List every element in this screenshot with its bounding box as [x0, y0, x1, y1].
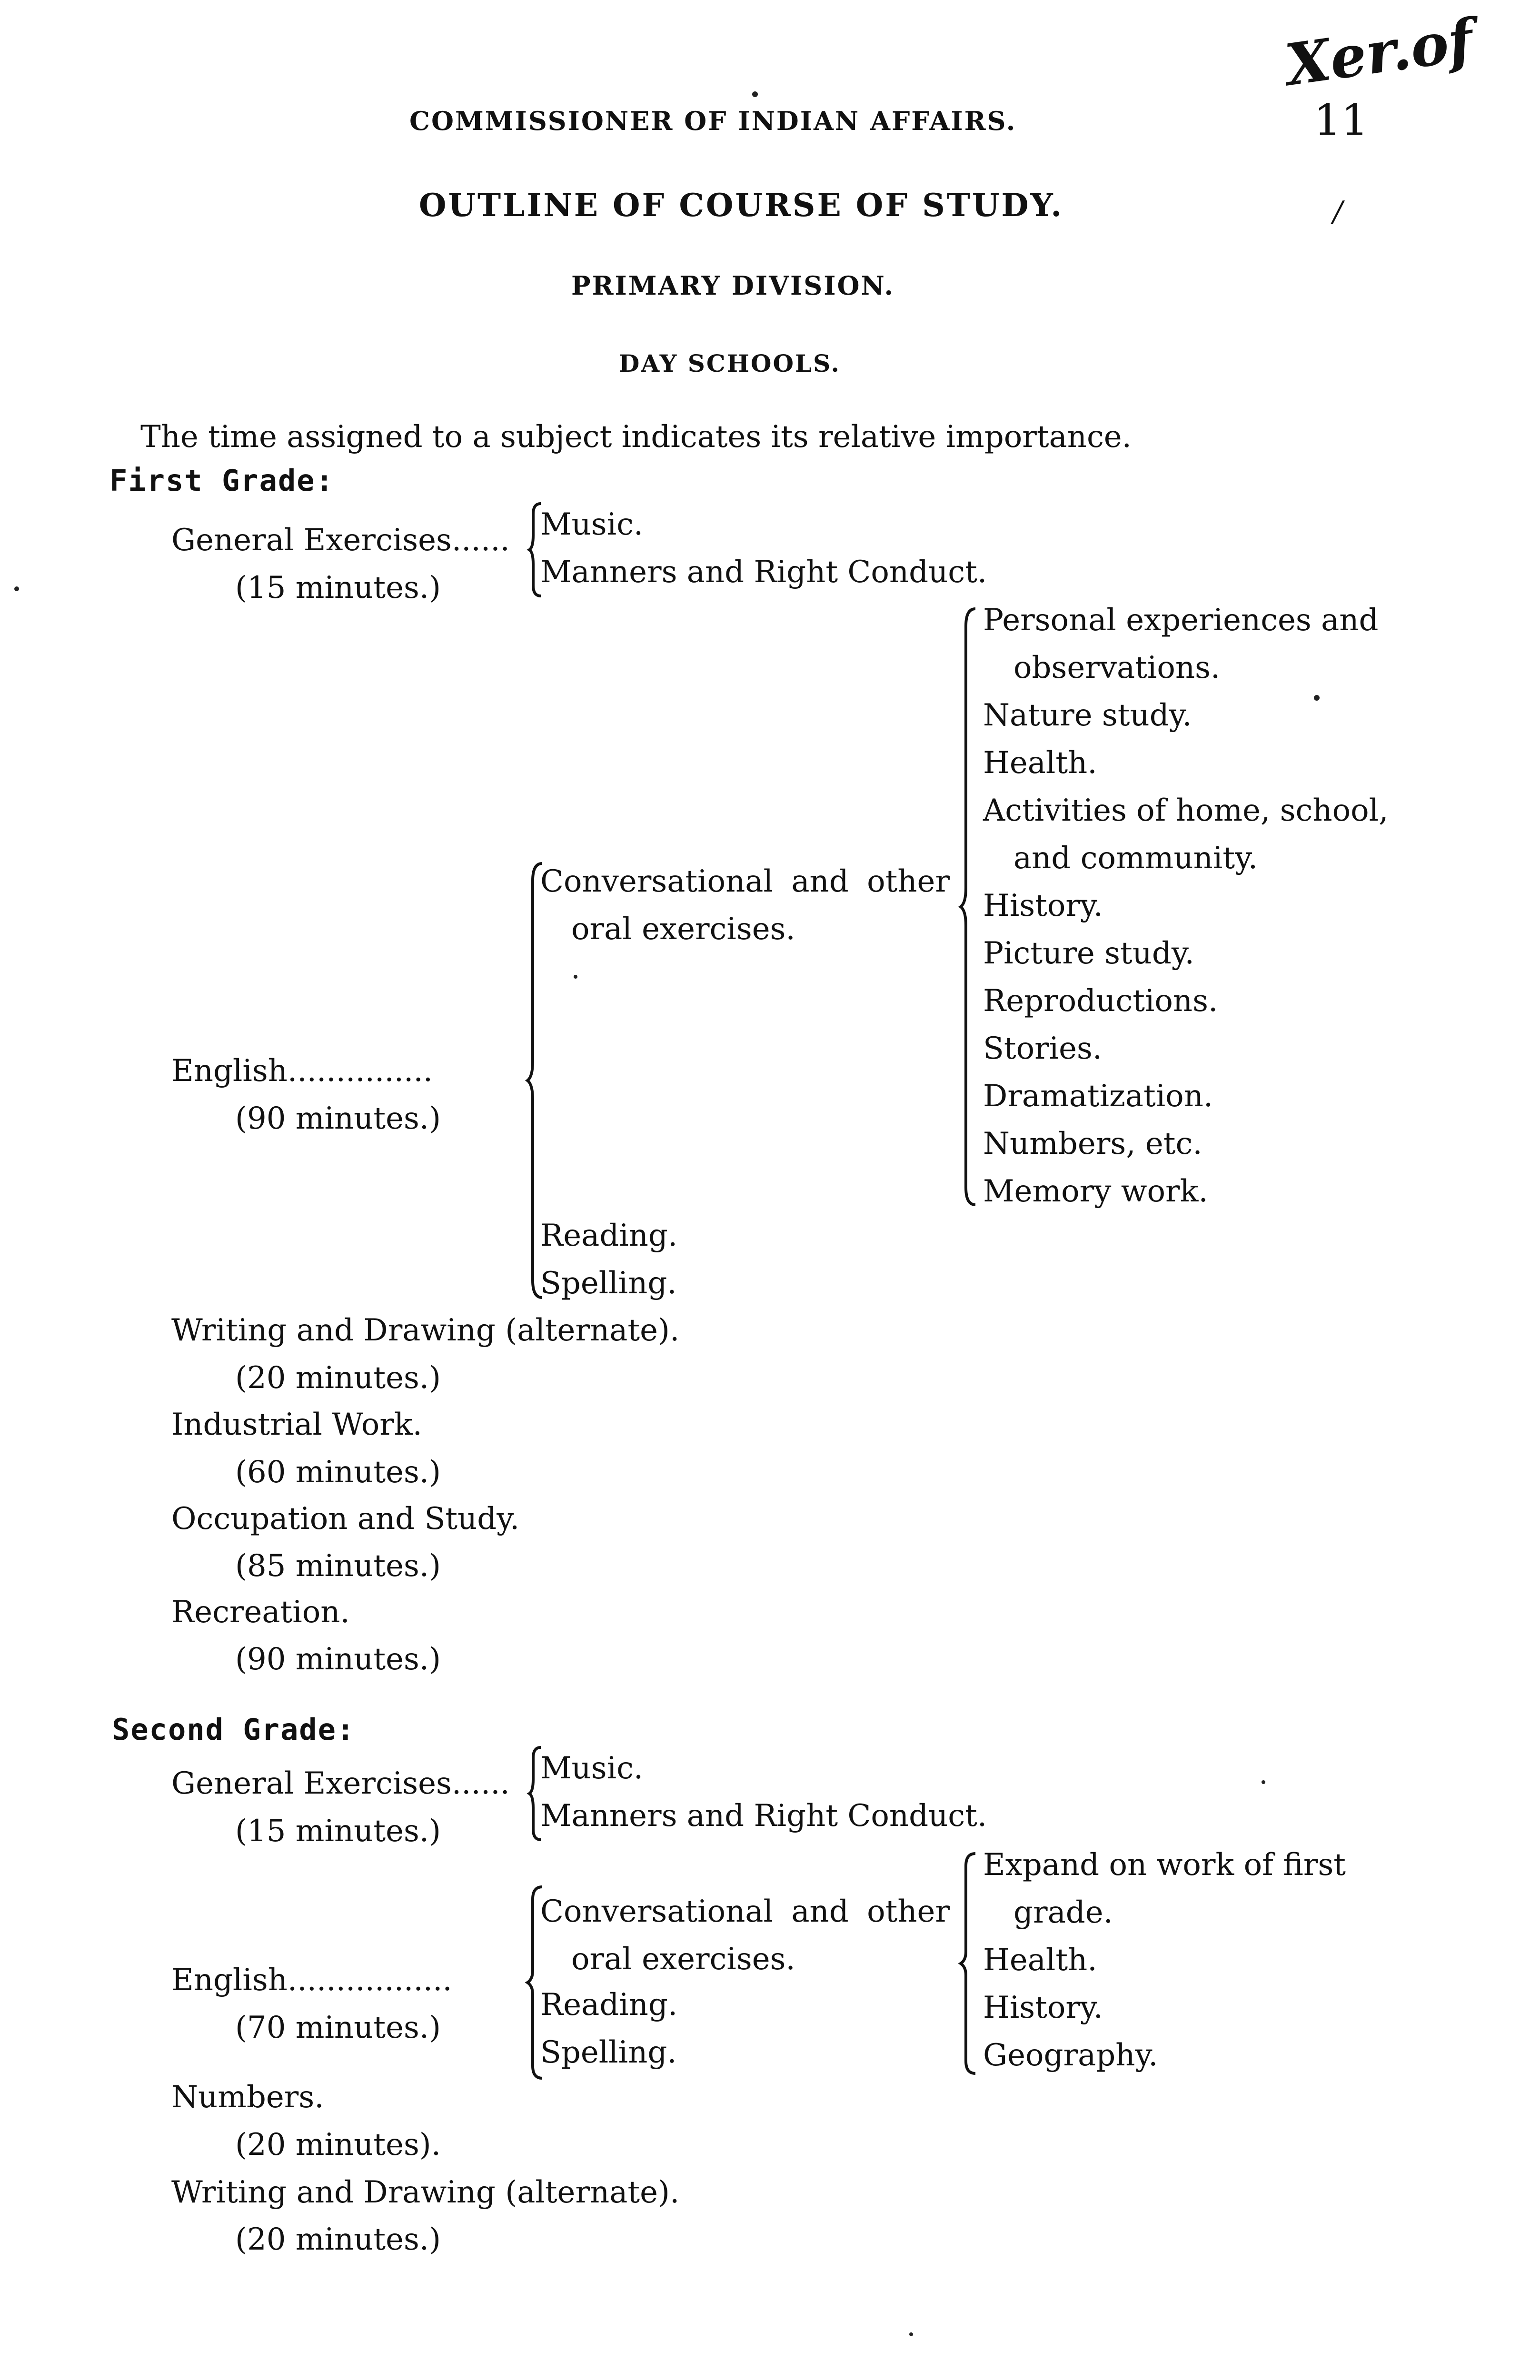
fg-subject-label: Recreation.: [171, 1595, 350, 1630]
scan-speck: [574, 975, 577, 979]
fg-topic-item: History.: [983, 888, 1103, 923]
fg-subject-label: Industrial Work.: [171, 1407, 422, 1442]
fg-topic-item: observations.: [1013, 650, 1221, 685]
fg-topic-item: Activities of home, school,: [983, 793, 1389, 828]
sg-general-exercises-time: (15 minutes.): [235, 1814, 441, 1849]
sg-general-exercises-label: General Exercises......: [171, 1766, 510, 1801]
scan-speck: [909, 2332, 913, 2336]
sg-english-time: (70 minutes.): [235, 2010, 441, 2045]
fg-topic-item: Personal experiences and: [983, 603, 1379, 638]
sg-topic-item: History.: [983, 1990, 1103, 2025]
margin-mark: /: [1333, 195, 1343, 228]
fg-topic-item: Dramatization.: [983, 1079, 1213, 1114]
sg-subject-time: (20 minutes).: [235, 2127, 441, 2162]
fg-reading: Reading.: [540, 1218, 678, 1253]
division-heading: PRIMARY DIVISION.: [571, 270, 895, 301]
fg-spelling: Spelling.: [540, 1266, 677, 1301]
fg-topics-brace: [959, 607, 978, 1207]
fg-subject-time: (60 minutes.): [235, 1455, 441, 1490]
fg-topic-item: Nature study.: [983, 698, 1192, 733]
fg-topic-item: Numbers, etc.: [983, 1126, 1202, 1161]
conversational-word: Conversational: [540, 864, 773, 899]
fg-subject-time: (20 minutes.): [235, 1360, 441, 1396]
sg-general-item: Music.: [540, 1751, 644, 1786]
sg-topic-item: grade.: [1013, 1895, 1113, 1930]
sg-topics-brace: [959, 1852, 978, 2075]
sg-reading: Reading.: [540, 1987, 678, 2023]
sg-general-item: Manners and Right Conduct.: [540, 1798, 987, 1834]
fg-topic-item: and community.: [1013, 841, 1258, 876]
fg-subject-label: Occupation and Study.: [171, 1501, 520, 1537]
fg-english-label: English...............: [171, 1053, 433, 1089]
fg-general-exercises-time: (15 minutes.): [235, 570, 441, 605]
conversational-word: other: [867, 1894, 950, 1929]
sg-topics-list: [983, 1841, 1346, 2079]
sg-subject-time: (20 minutes.): [235, 2222, 441, 2257]
fg-topic-item: Health.: [983, 745, 1097, 781]
sg-spelling: Spelling.: [540, 2035, 677, 2070]
sg-subject-label: Writing and Drawing (alternate).: [171, 2175, 680, 2210]
fg-topic-item: Reproductions.: [983, 983, 1218, 1019]
fg-general-item: Music.: [540, 507, 644, 542]
second-grade-heading: Second Grade:: [112, 1712, 356, 1747]
fg-subject-time: (90 minutes.): [235, 1642, 441, 1677]
fg-topics-list: [983, 596, 1388, 1215]
fg-english-time: (90 minutes.): [235, 1101, 441, 1136]
sg-topic-item: Geography.: [983, 2038, 1158, 2073]
scan-speck: [1262, 1780, 1265, 1784]
sg-topic-item: Health.: [983, 1943, 1097, 1978]
fg-conversational-line: oral exercises.: [571, 912, 795, 947]
handwritten-note: Xer.of: [1282, 6, 1477, 99]
fg-topic-item: Picture study.: [983, 936, 1194, 971]
fg-subject-time: (85 minutes.): [235, 1548, 441, 1584]
page-number: 11: [1314, 95, 1369, 145]
page-title: OUTLINE OF COURSE OF STUDY.: [419, 187, 1064, 224]
sg-conversational-line: [540, 1888, 950, 1935]
fg-topic-item: Memory work.: [983, 1174, 1208, 1209]
scan-speck: [14, 586, 19, 591]
scan-speck: [1314, 695, 1320, 701]
sg-conversational-line: oral exercises.: [571, 1942, 795, 1977]
conversational-word: other: [867, 864, 950, 899]
conversational-word: and: [791, 1894, 849, 1929]
conversational-word: Conversational: [540, 1894, 773, 1929]
fg-general-exercises-label: General Exercises......: [171, 523, 510, 558]
intro-text: The time assigned to a subject indicates its relative importance.: [140, 419, 1132, 455]
fg-subject-label: Writing and Drawing (alternate).: [171, 1313, 680, 1348]
sg-topic-item: Expand on work of first: [983, 1847, 1346, 1883]
first-grade-heading: First Grade:: [109, 463, 334, 498]
running-title: COMMISSIONER OF INDIAN AFFAIRS.: [409, 106, 1017, 136]
fg-general-item: Manners and Right Conduct.: [540, 555, 987, 590]
scan-speck: [752, 91, 758, 97]
sg-english-label: English.................: [171, 1963, 452, 1998]
fg-topic-item: Stories.: [983, 1031, 1103, 1066]
section-heading: DAY SCHOOLS.: [619, 349, 841, 377]
sg-subject-label: Numbers.: [171, 2080, 324, 2115]
fg-conversational-line: [540, 858, 950, 905]
conversational-word: and: [791, 864, 849, 899]
